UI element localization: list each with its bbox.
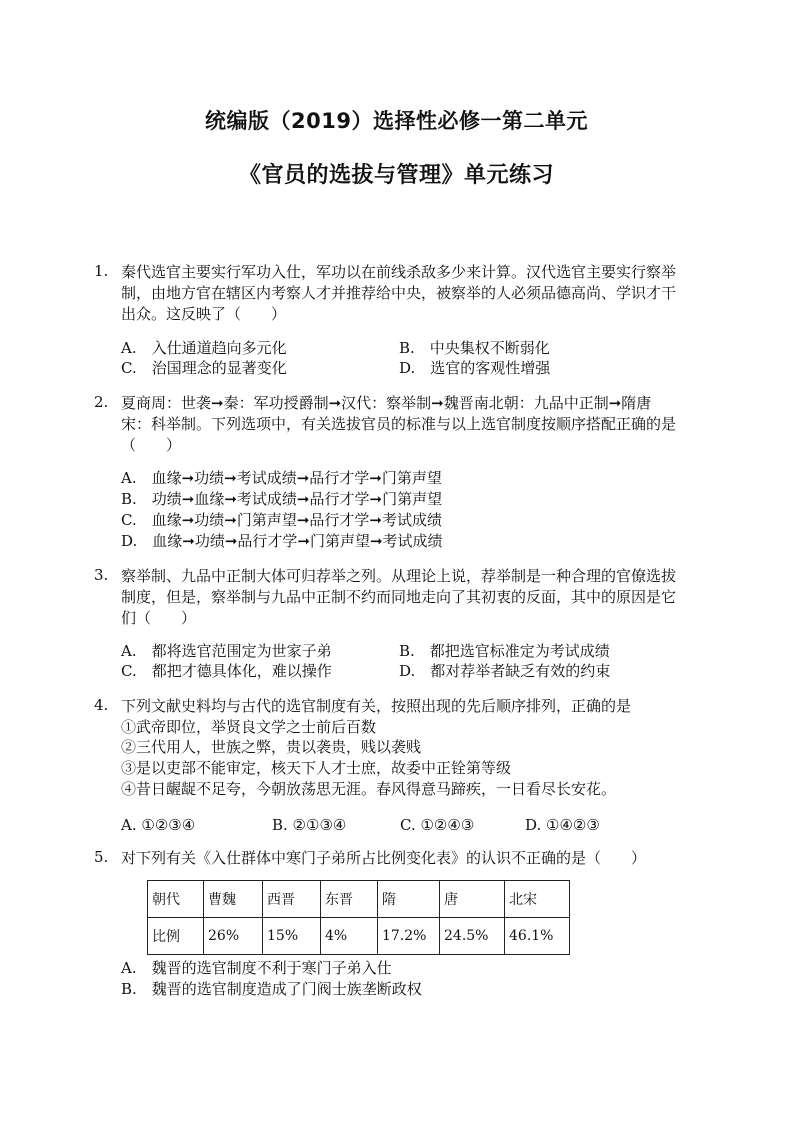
option-a[interactable]: A. 入仕通道趋向多元化 <box>121 339 287 357</box>
table-cell: 西晋 <box>263 881 321 918</box>
option-d[interactable]: D. 选官的客观性增强 <box>399 359 551 377</box>
question-number: 5. <box>94 848 109 866</box>
table-row <box>148 918 570 955</box>
option-d[interactable]: D. 血缘➞功绩➞品行才学➞门第声望➞考试成绩 <box>121 532 443 550</box>
table-cell: 26% <box>204 918 263 955</box>
table-cell: 17.2% <box>378 918 440 955</box>
question-stem: 秦代选官主要实行军功入仕，军功以在前线杀敌多少来计算。汉代选官主要实行察举制，由地方官在辖区内考察人才并推荐给中央，被察举的人必须品德高尚、学识才干出众。这反映了（ ） <box>121 263 677 323</box>
table-cell: 24.5% <box>440 918 505 955</box>
table-cell: 东晋 <box>321 881 378 918</box>
option-c[interactable]: C. 血缘➞功绩➞门第声望➞品行才学➞考试成绩 <box>121 511 442 529</box>
option-c[interactable]: C. ①②④③ <box>400 816 475 834</box>
option-b[interactable]: B. 魏晋的选官制度造成了门阀士族垄断政权 <box>121 980 422 998</box>
document-title: 统编版（2019）选择性必修一第二单元 <box>205 109 588 133</box>
table-cell: 4% <box>321 918 378 955</box>
table-cell: 比例 <box>148 918 204 955</box>
table-cell: 46.1% <box>505 918 570 955</box>
question-number: 3. <box>94 566 109 584</box>
option-a[interactable]: A. ①②③④ <box>121 816 196 834</box>
option-d[interactable]: D. 都对荐举者缺乏有效的约束 <box>399 662 611 680</box>
option-b[interactable]: B. 功绩➞血缘➞考试成绩➞品行才学➞门第声望 <box>121 490 443 508</box>
ratio-table <box>147 880 570 955</box>
table-cell: 北宋 <box>505 881 570 918</box>
table-cell: 唐 <box>440 881 505 918</box>
option-b[interactable]: B. ②①③④ <box>272 816 347 834</box>
option-a[interactable]: A. 都将选官范围定为世家子弟 <box>121 642 332 660</box>
document-subtitle: 《官员的选拔与管理》单元练习 <box>238 163 554 188</box>
source-2: ②三代用人，世族之弊，贵以袭贵，贱以袭贱 <box>121 738 422 756</box>
source-1: ①武帝即位，举贤良文学之士前后百数 <box>121 718 377 736</box>
table-cell: 15% <box>263 918 321 955</box>
source-3: ③是以吏部不能审定，核天下人才士庶，故委中正铨第等级 <box>121 759 512 777</box>
option-a[interactable]: A. 魏晋的选官制度不利于寒门子弟入仕 <box>121 959 392 977</box>
table-cell: 隋 <box>378 881 440 918</box>
question-number: 1. <box>94 262 109 280</box>
option-c[interactable]: C. 都把才德具体化，难以操作 <box>121 662 332 680</box>
question-stem: 下列文献史料均与古代的选官制度有关，按照出现的先后顺序排列，正确的是 <box>121 697 632 715</box>
option-c[interactable]: C. 治国理念的显著变化 <box>121 359 287 377</box>
option-b[interactable]: B. 都把选官标准定为考试成绩 <box>399 642 610 660</box>
question-stem: 夏商周：世袭➞秦：军功授爵制➞汉代：察举制➞魏晋南北朝：九品中正制➞隋唐宋：科举制。下列选项中，有关选拔官员的标准与以上选官制度按顺序搭配正确的是（ ） <box>121 394 677 454</box>
question-stem: 对下列有关《入仕群体中寒门子弟所占比例变化表》的认识不正确的是（ ） <box>121 849 647 867</box>
table-cell: 曹魏 <box>204 881 263 918</box>
option-a[interactable]: A. 血缘➞功绩➞考试成绩➞品行才学➞门第声望 <box>121 469 442 487</box>
source-4: ④昔日龌龊不足夸，今朝放荡思无涯。春风得意马蹄疾，一日看尽长安花。 <box>121 780 617 798</box>
table-header-row <box>148 881 570 918</box>
option-b[interactable]: B. 中央集权不断弱化 <box>399 339 550 357</box>
option-d[interactable]: D. ①④②③ <box>525 816 600 834</box>
question-stem: 察举制、九品中正制大体可归荐举之列。从理论上说，荐举制是一种合理的官僚选拔制度，但是，察举制与九品中正制不约而同地走向了其初衷的反面，其中的原因是它们（ ） <box>121 567 677 627</box>
question-number: 4. <box>94 696 109 714</box>
table-cell: 朝代 <box>148 881 204 918</box>
question-number: 2. <box>94 393 109 411</box>
